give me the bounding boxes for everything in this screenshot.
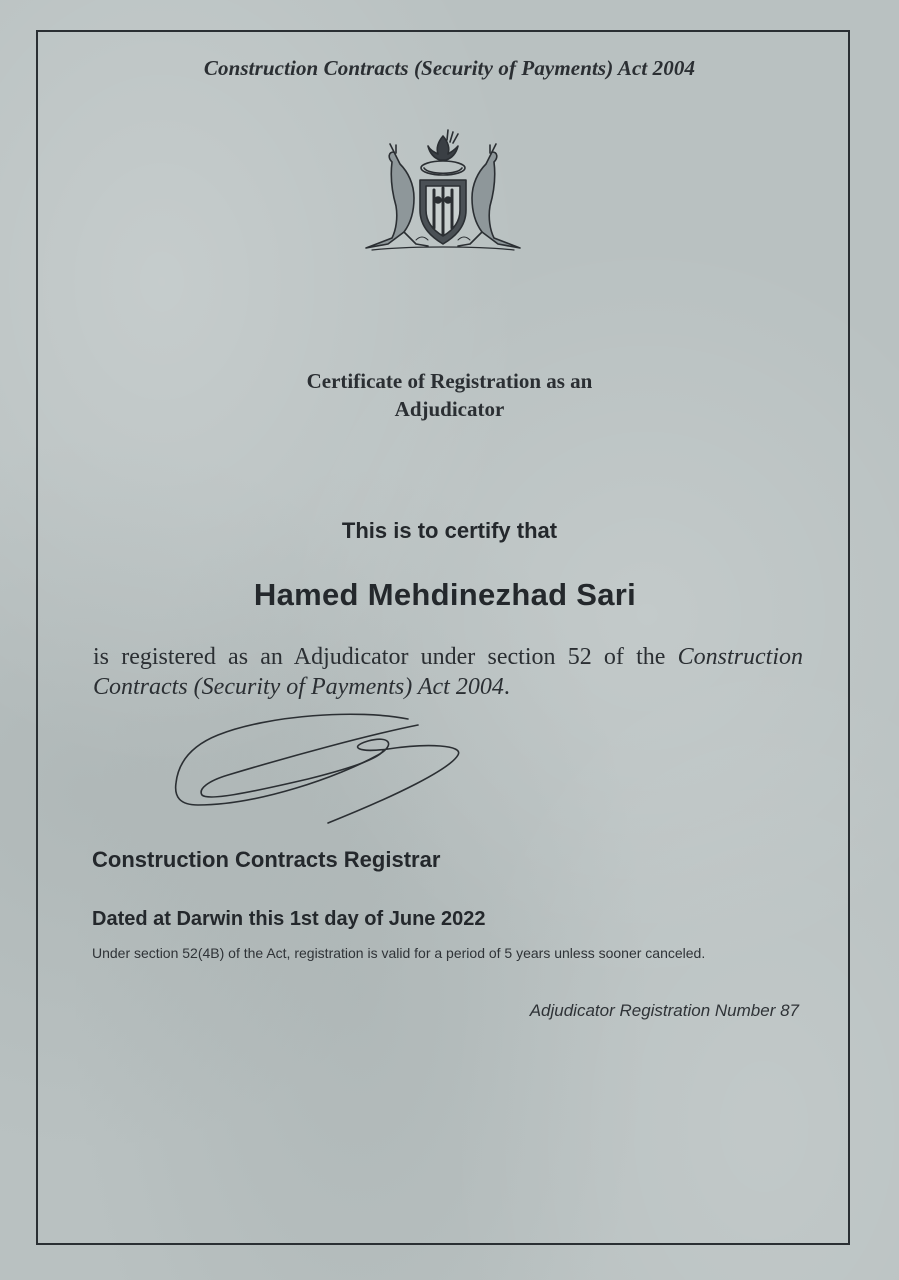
certificate-title-line1: Certificate of Registration as an [306,369,593,393]
registration-statement-act: Construction Contracts (Security of Payments) Act 2004 [93,644,803,700]
dated-statement: Dated at Darwin this 1st day of June 2022 [92,908,486,930]
handwritten-signature-icon [168,705,468,830]
validity-note: Under section 52(4B) of the Act, registration is valid for a period of 5 years unless sooner canceled. [92,945,706,961]
registration-statement-prefix: is registered as an Adjudicator under section 52 of the [93,644,678,670]
registrar-title: Construction Contracts Registrar [92,847,441,872]
holder-name: Hamed Mehdinezhad Sari [253,577,637,612]
certify-statement: This is to certify that [341,518,558,543]
certificate-title [0,367,899,423]
registration-number: Adjudicator Registration Number 87 [529,1001,799,1020]
coat-of-arms-icon [358,128,528,258]
act-header: Construction Contracts (Security of Payments) Act 2004 [203,56,696,80]
certificate-title-line2: Adjudicator [394,397,505,421]
registration-statement [93,642,803,702]
registration-statement-suffix: . [503,674,510,700]
